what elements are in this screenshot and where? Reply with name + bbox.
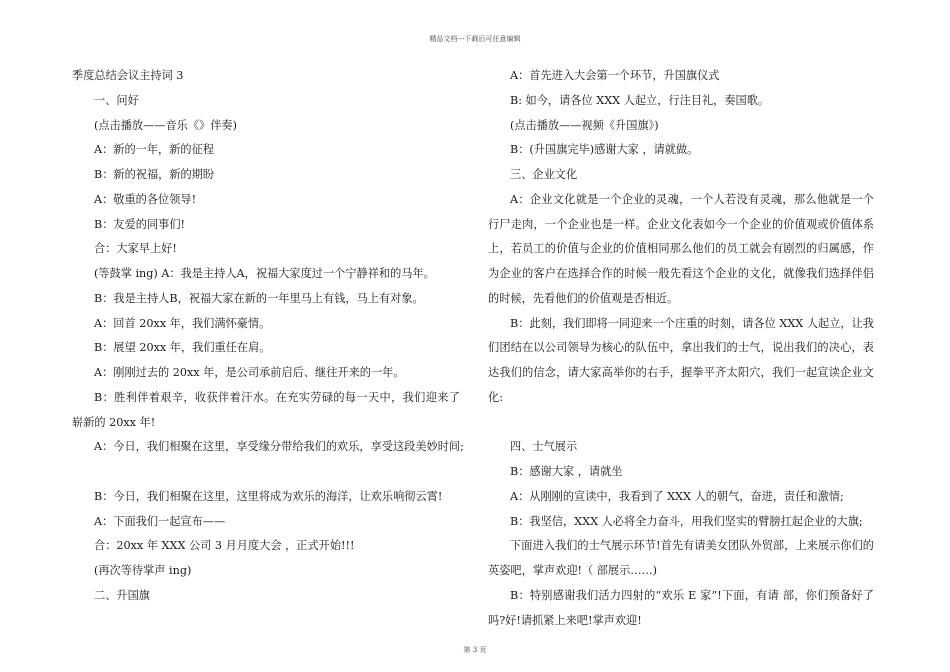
paragraph: (点击播放——音乐《》伴奏) xyxy=(94,118,237,132)
paragraph: B：友爱的同事们! xyxy=(94,217,186,231)
paragraph: B: 如今，请各位 XXX 人起立，行注目礼，奏国歌。 xyxy=(510,93,770,107)
paragraph: 下面进入我们的士气展示环节!首先有请美女团队外贸部，上来展示你们的英姿吧，掌声欢迎!（ 部展示……) xyxy=(488,539,874,577)
paragraph: B：我坚信，XXX 人必将全力奋斗，用我们坚实的臂膀扛起企业的大旗; xyxy=(510,514,863,528)
paragraph: A：首先进入大会第一个环节，升国旗仪式 xyxy=(510,69,720,82)
paragraph: A：新的一年，新的征程 xyxy=(94,143,214,157)
paragraph: B：胜利伴着艰辛，收获伴着汗水。在充实劳碌的每一天中，我们迎来了崭新的 20xx 年! xyxy=(72,390,460,429)
left-column xyxy=(72,64,464,609)
paragraph: A：今日，我们相聚在这里，享受缘分带给我们的欢乐，享受这段美妙时间; xyxy=(94,440,464,454)
paragraph: A：刚刚过去的 20xx 年，是公司承前启后、继往开来的一年。 xyxy=(94,366,405,379)
paragraph: B：我是主持人B，祝福大家在新的一年里马上有钱，马上有对象。 xyxy=(94,291,424,305)
paragraph: A：从刚刚的宣读中，我看到了 XXX 人的朝气，奋进，责任和激情; xyxy=(510,489,844,503)
paragraph: A：下面我们一起宣布—— xyxy=(94,514,226,528)
paragraph: 合：20xx 年 XXX 公司 3 月月度大会 ，正式开始!!! xyxy=(94,539,355,553)
paragraph: 季度总结会议主持词 3 xyxy=(72,69,184,82)
page-header: 精品文档---下载后可任意编辑 xyxy=(429,35,521,43)
paragraph: 一、问好 xyxy=(94,93,139,107)
paragraph: A：企业文化就是一个企业的灵魂，一个人若没有灵魂，那么他就是一个行尸走肉，一个企业也是一样。企业文化表如今一个企业的价值观或价值体系上，若员工的价值与企业的价值相同那么他们的员工就会有剧烈的归属感，作为企业的客户在选择合作的时候一般先看这个企业的文化，就像我们选择伴侣的时候，先看他们的价值观是否相近。 xyxy=(488,192,874,305)
paragraph: 四、士气展示 xyxy=(510,440,578,454)
paragraph: A：回首 20xx 年，我们满怀豪情。 xyxy=(94,316,271,330)
paragraph: B：特别感谢我们活力四射的“欢乐 E 家”!下面，有请 部，你们预备好了吗?好!请抓紧上来吧!掌声欢迎! xyxy=(488,588,874,627)
paragraph: B：今日，我们相聚在这里，这里将成为欢乐的海洋，让欢乐响彻云霄! xyxy=(94,489,443,503)
paragraph: A：敬重的各位领导! xyxy=(94,192,197,206)
paragraph: B：感谢大家 ，请就坐 xyxy=(510,465,623,478)
blank-line xyxy=(488,411,874,436)
paragraph: 三、企业文化 xyxy=(510,168,578,181)
paragraph: (再次等待掌声 ing) xyxy=(94,564,192,577)
paragraph: (等鼓掌 ing) A：我是主持人A，祝福大家度过一个宁静祥和的马年。 xyxy=(94,267,435,280)
blank-line xyxy=(72,460,460,485)
page-footer: 第 3 页 xyxy=(463,646,487,654)
paragraph: B：展望 20xx 年，我们重任在肩。 xyxy=(94,341,271,355)
paragraph: 二、升国旗 xyxy=(94,588,150,602)
paragraph: B：(升国旗完毕)感谢大家 ，请就做。 xyxy=(510,143,699,157)
right-column xyxy=(488,64,874,633)
paragraph: 合：大家早上好! xyxy=(94,242,177,256)
paragraph: B：新的祝福，新的期盼 xyxy=(94,168,215,181)
paragraph: (点击播放——视频《升国旗》) xyxy=(510,118,659,132)
paragraph: B：此刻，我们即将一同迎来一个庄重的时刻，请各位 XXX 人起立，让我们团结在以公司领导为核心的队伍中，拿出我们的士气，说出我们的决心，表达我们的信念，请大家高举你的右手，握拳平齐太阳穴，我们一起宣读企业文化: xyxy=(488,316,874,404)
